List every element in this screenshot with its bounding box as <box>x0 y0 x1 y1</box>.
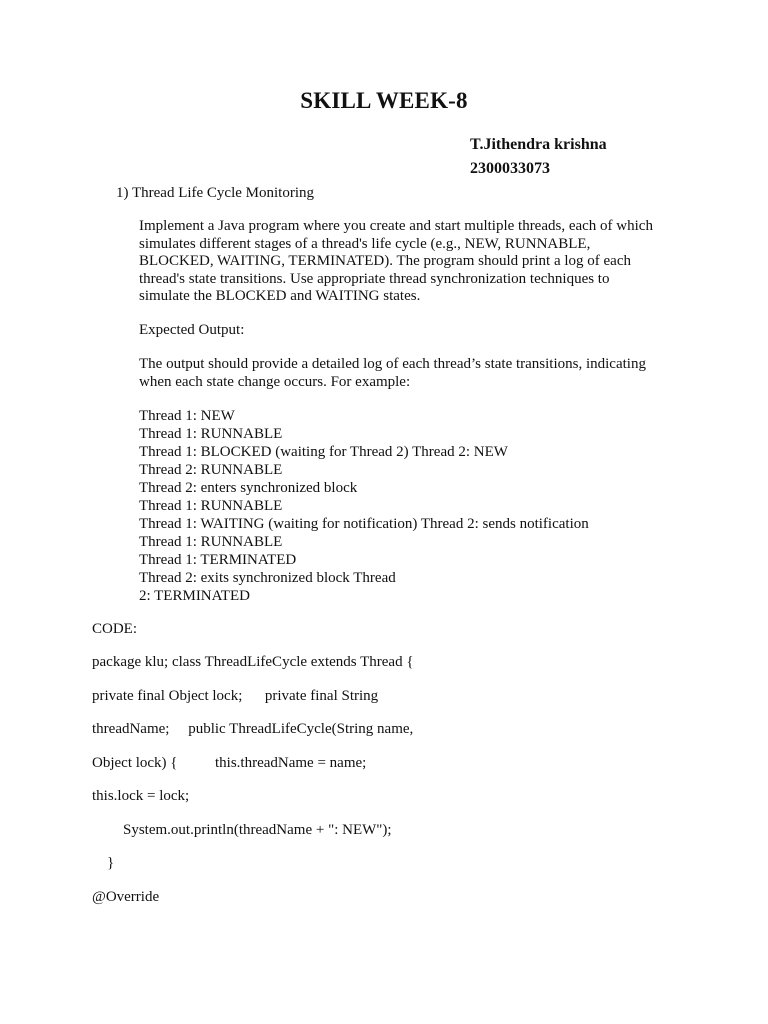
log-line: Thread 1: RUNNABLE <box>139 426 283 442</box>
description-line: BLOCKED, WAITING, TERMINATED). The program should print a log of each <box>139 253 631 269</box>
expected-output-label: Expected Output: <box>139 322 245 338</box>
log-line: Thread 2: RUNNABLE <box>139 462 283 478</box>
log-line: Thread 1: NEW <box>139 408 235 424</box>
question-description <box>139 218 699 306</box>
code-label: CODE: <box>92 621 137 637</box>
author-name: T.Jithendra krishna <box>470 136 607 153</box>
code-line: package klu; class ThreadLifeCycle extends Thread { <box>92 654 414 670</box>
log-line: Thread 2: enters synchronized block <box>139 480 358 496</box>
example-log <box>139 407 589 605</box>
code-line: @Override <box>92 889 160 905</box>
question-heading: 1) Thread Life Cycle Monitoring <box>116 185 315 201</box>
description-line: Implement a Java program where you create and start multiple threads, each of which <box>139 218 653 234</box>
log-line: Thread 1: WAITING (waiting for notification) Thread 2: sends notification <box>139 516 589 532</box>
code-line: this.lock = lock; <box>92 788 190 804</box>
code-line: Object lock) { this.threadName = name; <box>92 755 367 771</box>
description-line: simulate the BLOCKED and WAITING states. <box>139 288 421 304</box>
log-line: Thread 2: exits synchronized block Thread <box>139 570 396 586</box>
output-description-line: The output should provide a detailed log of each thread’s state transitions, indicating <box>139 356 646 372</box>
output-description-line: when each state change occurs. For example: <box>139 373 411 390</box>
code-line: private final Object lock; private final String <box>92 688 379 704</box>
log-line: 2: TERMINATED <box>139 588 250 604</box>
code-line: } <box>107 855 115 871</box>
page-title: SKILL WEEK-8 <box>300 88 468 113</box>
expected-output-description <box>139 356 699 391</box>
author-id: 2300033073 <box>470 160 550 177</box>
log-line: Thread 1: TERMINATED <box>139 552 297 568</box>
log-line: Thread 1: RUNNABLE <box>139 498 283 514</box>
code-line: threadName; public ThreadLifeCycle(String name, <box>92 721 414 737</box>
log-line: Thread 1: BLOCKED (waiting for Thread 2) Thread 2: NEW <box>139 444 508 460</box>
description-line: thread's state transitions. Use appropriate thread synchronization techniques to <box>139 270 610 287</box>
log-line: Thread 1: RUNNABLE <box>139 534 283 550</box>
code-line: System.out.println(threadName + ": NEW"); <box>123 822 392 838</box>
description-line: simulates different stages of a thread's life cycle (e.g., NEW, RUNNABLE, <box>139 235 591 252</box>
